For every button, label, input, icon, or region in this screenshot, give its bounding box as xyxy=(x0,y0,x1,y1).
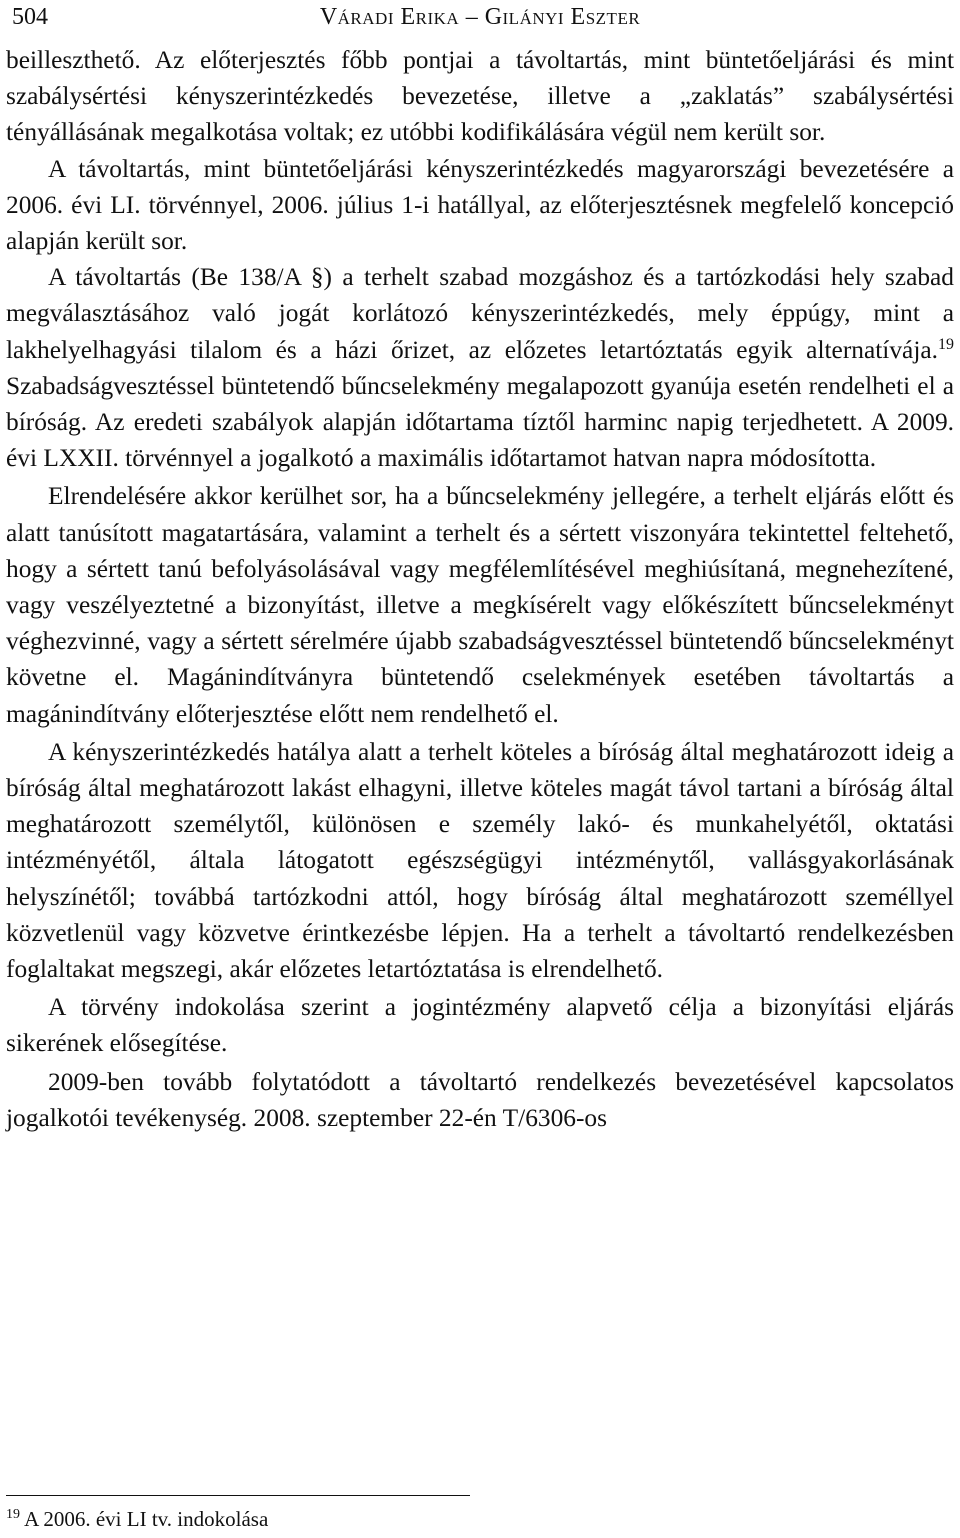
body-text xyxy=(6,42,954,1136)
footnote-number: 19 xyxy=(6,1507,20,1522)
paragraph-text: Szabadságvesztéssel büntetendő bűncselekmény megalapozott gyanúja esetén rendelheti el a bíróság. Az eredeti szabályok alapján időtartama tíztől harminc napig terjedhetett. A 2009. évi LXXII. törvénnyel a jogalkotó a maximális időtartamot hatvan napra módosította. xyxy=(6,371,954,473)
footnote-text: A 2006. évi LI tv. indokolása xyxy=(20,1507,269,1531)
paragraph: A kényszerintézkedés hatálya alatt a terhelt köteles a bíróság által meghatározott ideig a bíróság által meghatározott lakást elhagyni, illetve köteles magát távol tartani a bíróság által meghatározott személytől, különösen e személy lakó- és munkahelyétől, oktatási intézményétől, általa látogatott egészségügyi intézménytől, vallásgyakorlásának helyszínétől; továbbá tartózkodni attól, hogy bíróság által meghatározott személlyel közvetlenül vagy közvetve érintkezésbe lépjen. Ha a terhelt a távoltartó rendelkezésben foglaltakat megszegi, akár előzetes letartóztatása is elrendelhető. xyxy=(6,737,954,984)
paragraph: 2009-ben tovább folytatódott a távoltartó rendelkezés bevezetésével kapcsolatos jogalkotói tevékenység. 2008. szeptember 22-én T/6306-os xyxy=(6,1067,954,1132)
paragraph: beilleszthető. Az előterjesztés főbb pontjai a távoltartás, mint büntetőeljárási és mint szabálysértési kényszerintézkedés bevezetése, illetve a „zaklatás” szabálysértési tényállásának megalkotása voltak; ez utóbbi kodifikálására végül nem került sor. xyxy=(6,46,954,147)
paragraph: Elrendelésére akkor kerülhet sor, ha a bűncselekmény jellegére, a terhelt eljárás előtt és alatt tanúsított magatartására, valamint a terhelt és a sértett viszonyára tekintettel feltehető, hogy a sértett tanú befolyásolásával vagy megfélemlítésével meghiúsítaná, megnehezítené, vagy veszélyeztetné a bizonyítást, illetve a megkísérelt vagy előkészített bűncselekményt véghezvinné, vagy a sértett sérelmére újabb szabadságvesztéssel büntetendő bűncselekményt követne el. Magánindítványra büntetendő cselekmények esetében távoltartás a magánindítvány előterjesztése előtt nem rendelhető el. xyxy=(6,482,954,728)
footnote-reference[interactable]: 19 xyxy=(938,335,954,353)
page-number: 504 xyxy=(12,4,48,30)
page-header xyxy=(6,0,954,42)
paragraph: A törvény indokolása szerint a jogintézmény alapvető célja a bizonyítási eljárás sikerének elősegítése. xyxy=(6,993,954,1058)
footnote xyxy=(6,1505,268,1533)
running-head: Váradi Erika – Gilányi Eszter xyxy=(319,4,641,30)
paragraph-text: A távoltartás (Be 138/A §) a terhelt szabad mozgáshoz és a tartózkodási hely szabad megválasztásához való jogát korlátozó kényszerintézkedés, mely éppúgy, mint a lakhelyelhagyási tilalom és a házi őrizet, az előzetes letartóztatás egyik alternatívája. xyxy=(6,263,954,364)
footnote-separator xyxy=(6,1495,470,1496)
paragraph: A távoltartás, mint büntetőeljárási kényszerintézkedés magyarországi bevezetésére a 2006. évi LI. törvénnyel, 2006. július 1-i hatállyal, az előterjesztésnek megfelelő koncepció alapján került sor. xyxy=(6,154,954,256)
paragraph xyxy=(6,259,954,476)
